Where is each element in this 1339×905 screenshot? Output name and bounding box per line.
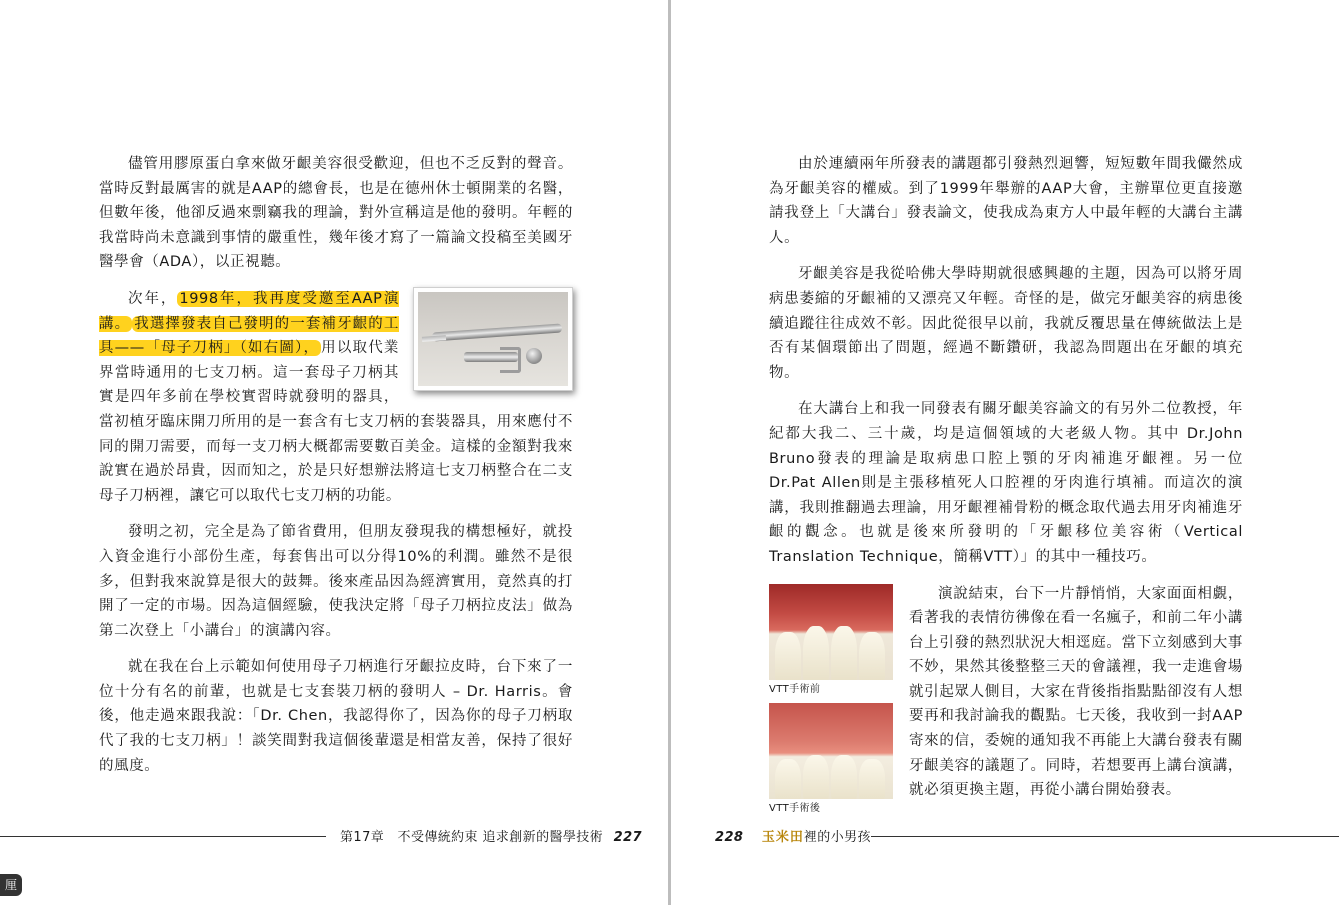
p2-rest: 用以取代業界當時通用的七支刀柄。這一套母子刀柄其實是四年多前在學校實習時就發明的器具，當初植牙臨床開刀所用的是一套含有七支刀柄的套裝器具，用來應付不同的開刀需要，而每一支刀柄大概都需要數百美金。這樣的金額對我來說實在過於昂貴，因而知之，於是只好想辦法將這七支刀柄整合在二支母子刀柄裡，讓它可以取代七支刀柄的功能。 [99, 340, 573, 504]
footer-rule-right [871, 836, 1339, 837]
right-paragraph-3: 在大講台上和我一同發表有關牙齦美容論文的有另外二位教授，年紀都大我二、三十歲，均是這個領域的大老級人物。其中 Dr.John Bruno發表的理論是取病患口腔上顎的牙肉補進牙齦裡。另一位 Dr.Pat Allen則是主張移植死人口腔裡的牙肉進行填補。而這次的演講，我則推翻過去理論，用牙齦裡補骨粉的概念取代過去用牙肉補進牙齦的觀念。也就是後來所發明的「牙齦移位美容術（Vertical Translation Technique，簡稱VTT）」的其中一種技巧。 [769, 401, 1243, 565]
vtt-before-photo [769, 584, 893, 680]
page-number-227: 227 [613, 830, 642, 845]
right-paragraph-2: 牙齦美容是我從哈佛大學時期就很感興趣的主題，因為可以將牙周病患萎縮的牙齦補的又漂亮又年輕。奇怪的是，做完牙齦美容的病患後續追蹤往往成效不彰。因此從很早以前，我就反覆思量在傳統做法上是否有某個環節出了問題，經過不斷鑽研，我認為問題出在牙齦的填充物。 [769, 266, 1243, 381]
caption-before: VTT手術前 [769, 683, 821, 695]
left-paragraph-3: 發明之初，完全是為了節省費用，但朋友發現我的構想極好，就投入資金進行小部份生產，每套售出可以分得10%的利潤。雖然不是很多，但對我來說算是很大的鼓舞。後來產品因為經濟實用，竟然真的打開了一定的市場。因為這個經驗，使我決定將「母子刀柄拉皮法」做為第二次登上「小講台」的演講內容。 [99, 524, 573, 639]
right-footer [715, 826, 871, 845]
book-title: 裡的小男孩 [803, 830, 871, 845]
caption-after: VTT手術後 [769, 802, 821, 814]
left-page [0, 0, 668, 905]
left-body [99, 152, 573, 790]
right-paragraph-1: 由於連續兩年所發表的講題都引發熱烈迴響，短短數年間我儼然成為牙齦美容的權威。到了1999年舉辦的AAP大會，主辦單位更直接邀請我登上「大講台」發表論文，使我成為東方人中最年輕的大講台主講人。 [769, 156, 1243, 246]
left-paragraph-1: 儘管用膠原蛋白拿來做牙齦美容很受歡迎，但也不乏反對的聲音。當時反對最厲害的就是AAP的總會長，也是在德州休士頓開業的名醫，但數年後，他卻反過來剽竊我的理論，對外宣稱這是他的發明。年輕的我當時尚未意識到事情的嚴重性，幾年後才寫了一篇論文投稿至美國牙醫學會（ADA），以正視聽。 [99, 156, 573, 271]
scalpel-handle-image [418, 292, 568, 386]
highlight-1: 1998年，我再度受邀至AAP演講。 [99, 290, 399, 332]
chapter-title: 第17章 不受傳統約束 追求創新的醫學技術 [340, 830, 604, 845]
p4-text: 演說結束，台下一片靜悄悄，大家面面相覷，看著我的表情彷彿像在看一名瘋子，和前二年小講台上引發的熱烈狀況大相逕庭。當下立刻感到大事不妙，果然其後整整三天的會議裡，我一走進會場就引起眾人側目，大家在背後指指點點卻沒有人想要再和我討論我的觀點。七天後，我收到一封AAP寄來的信，委婉的通知我不再能上大講台發表有關牙齦美容的議題了。同時，若想要再上講台演講，就必須更換主題，再從小講台開始發表。 [909, 585, 1243, 799]
right-paragraph-4 [769, 582, 1243, 814]
vtt-after-photo [769, 703, 893, 799]
footer-rule [0, 836, 326, 837]
right-page [671, 0, 1339, 905]
book-brand: 玉米田 [761, 830, 804, 845]
vtt-figures [769, 584, 893, 822]
left-footer [340, 826, 642, 845]
scalpel-photo [413, 287, 573, 391]
corner-tab[interactable]: 厘 [0, 874, 22, 896]
page-number-228: 228 [715, 830, 744, 845]
p2-intro: 次年， [128, 290, 178, 307]
left-paragraph-2 [99, 287, 573, 508]
highlight-2: 我選擇發表自己發明的一套補牙齦的工具——「母子刀柄」（如右圖）， [99, 315, 400, 357]
right-body [769, 152, 1243, 826]
left-paragraph-4: 就在我在台上示範如何使用母子刀柄進行牙齦拉皮時，台下來了一位十分有名的前輩，也就是七支套裝刀柄的發明人 – Dr. Harris。會後，他走過來跟我說：「Dr. Chen，我認得你了，因為你的母子刀柄取代了我的七支刀柄」！談笑間對我這個後輩還是相當友善，保持了很好的風度。 [99, 659, 573, 774]
